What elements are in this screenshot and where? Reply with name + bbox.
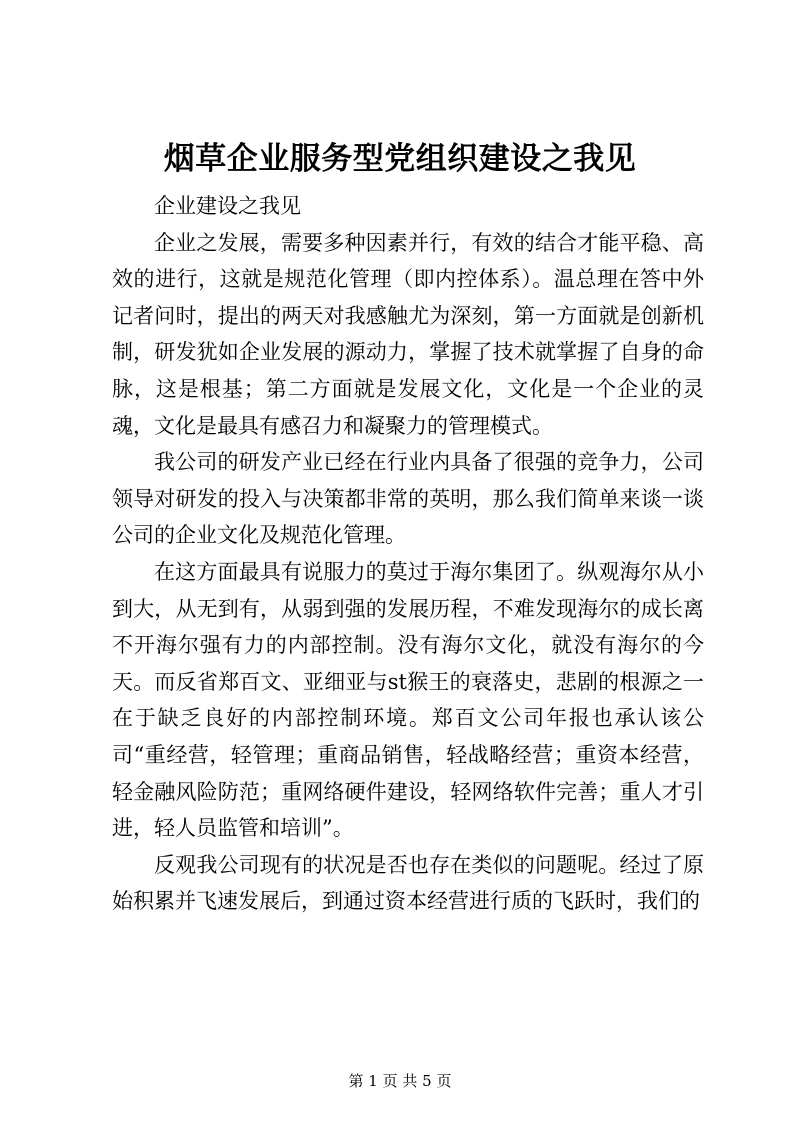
paragraph: 在这方面最具有说服力的莫过于海尔集团了。纵观海尔从小到大，从无到有，从弱到强的发展历程，不难发现海尔的成长离不开海尔强有力的内部控制。没有海尔文化，就没有海尔的今天。而反省郑百文、亚细亚与st猴王的衰落史，悲剧的根源之一在于缺乏良好的内部控制环境。郑百文公司年报也承认该公司“重经营，轻管理；重商品销售，轻战略经营；重资本经营，轻金融风险防范；重网络硬件建设，轻网络软件完善；重人才引进，轻人员监管和培训”。 [112, 559, 704, 841]
paragraph: 企业之发展，需要多种因素并行，有效的结合才能平稳、高效的进行，这就是规范化管理（即内控体系）。温总理在答中外记者问时，提出的两天对我感触尤为深刻，第一方面就是创新机制，研发犹如企业发展的源动力，掌握了技术就掌握了自身的命脉，这是根基；第二方面就是发展文化，文化是一个企业的灵魂，文化是最具有感召力和凝聚力的管理模式。 [112, 230, 704, 438]
document-subtitle: 企业建设之我见 [154, 194, 301, 218]
document-title: 烟草企业服务型党组织建设之我见 [163, 141, 637, 177]
page-number-footer: 第 1 页 共 5 页 [348, 1072, 452, 1090]
document-body [112, 188, 704, 920]
paragraph: 反观我公司现有的状况是否也存在类似的问题呢。经过了原始积累并飞速发展后，到通过资本经营进行质的飞跃时，我们的 [112, 852, 704, 914]
paragraph: 我公司的研发产业已经在行业内具备了很强的竞争力，公司领导对研发的投入与决策都非常的英明，那么我们简单来谈一谈公司的企业文化及规范化管理。 [112, 450, 704, 548]
